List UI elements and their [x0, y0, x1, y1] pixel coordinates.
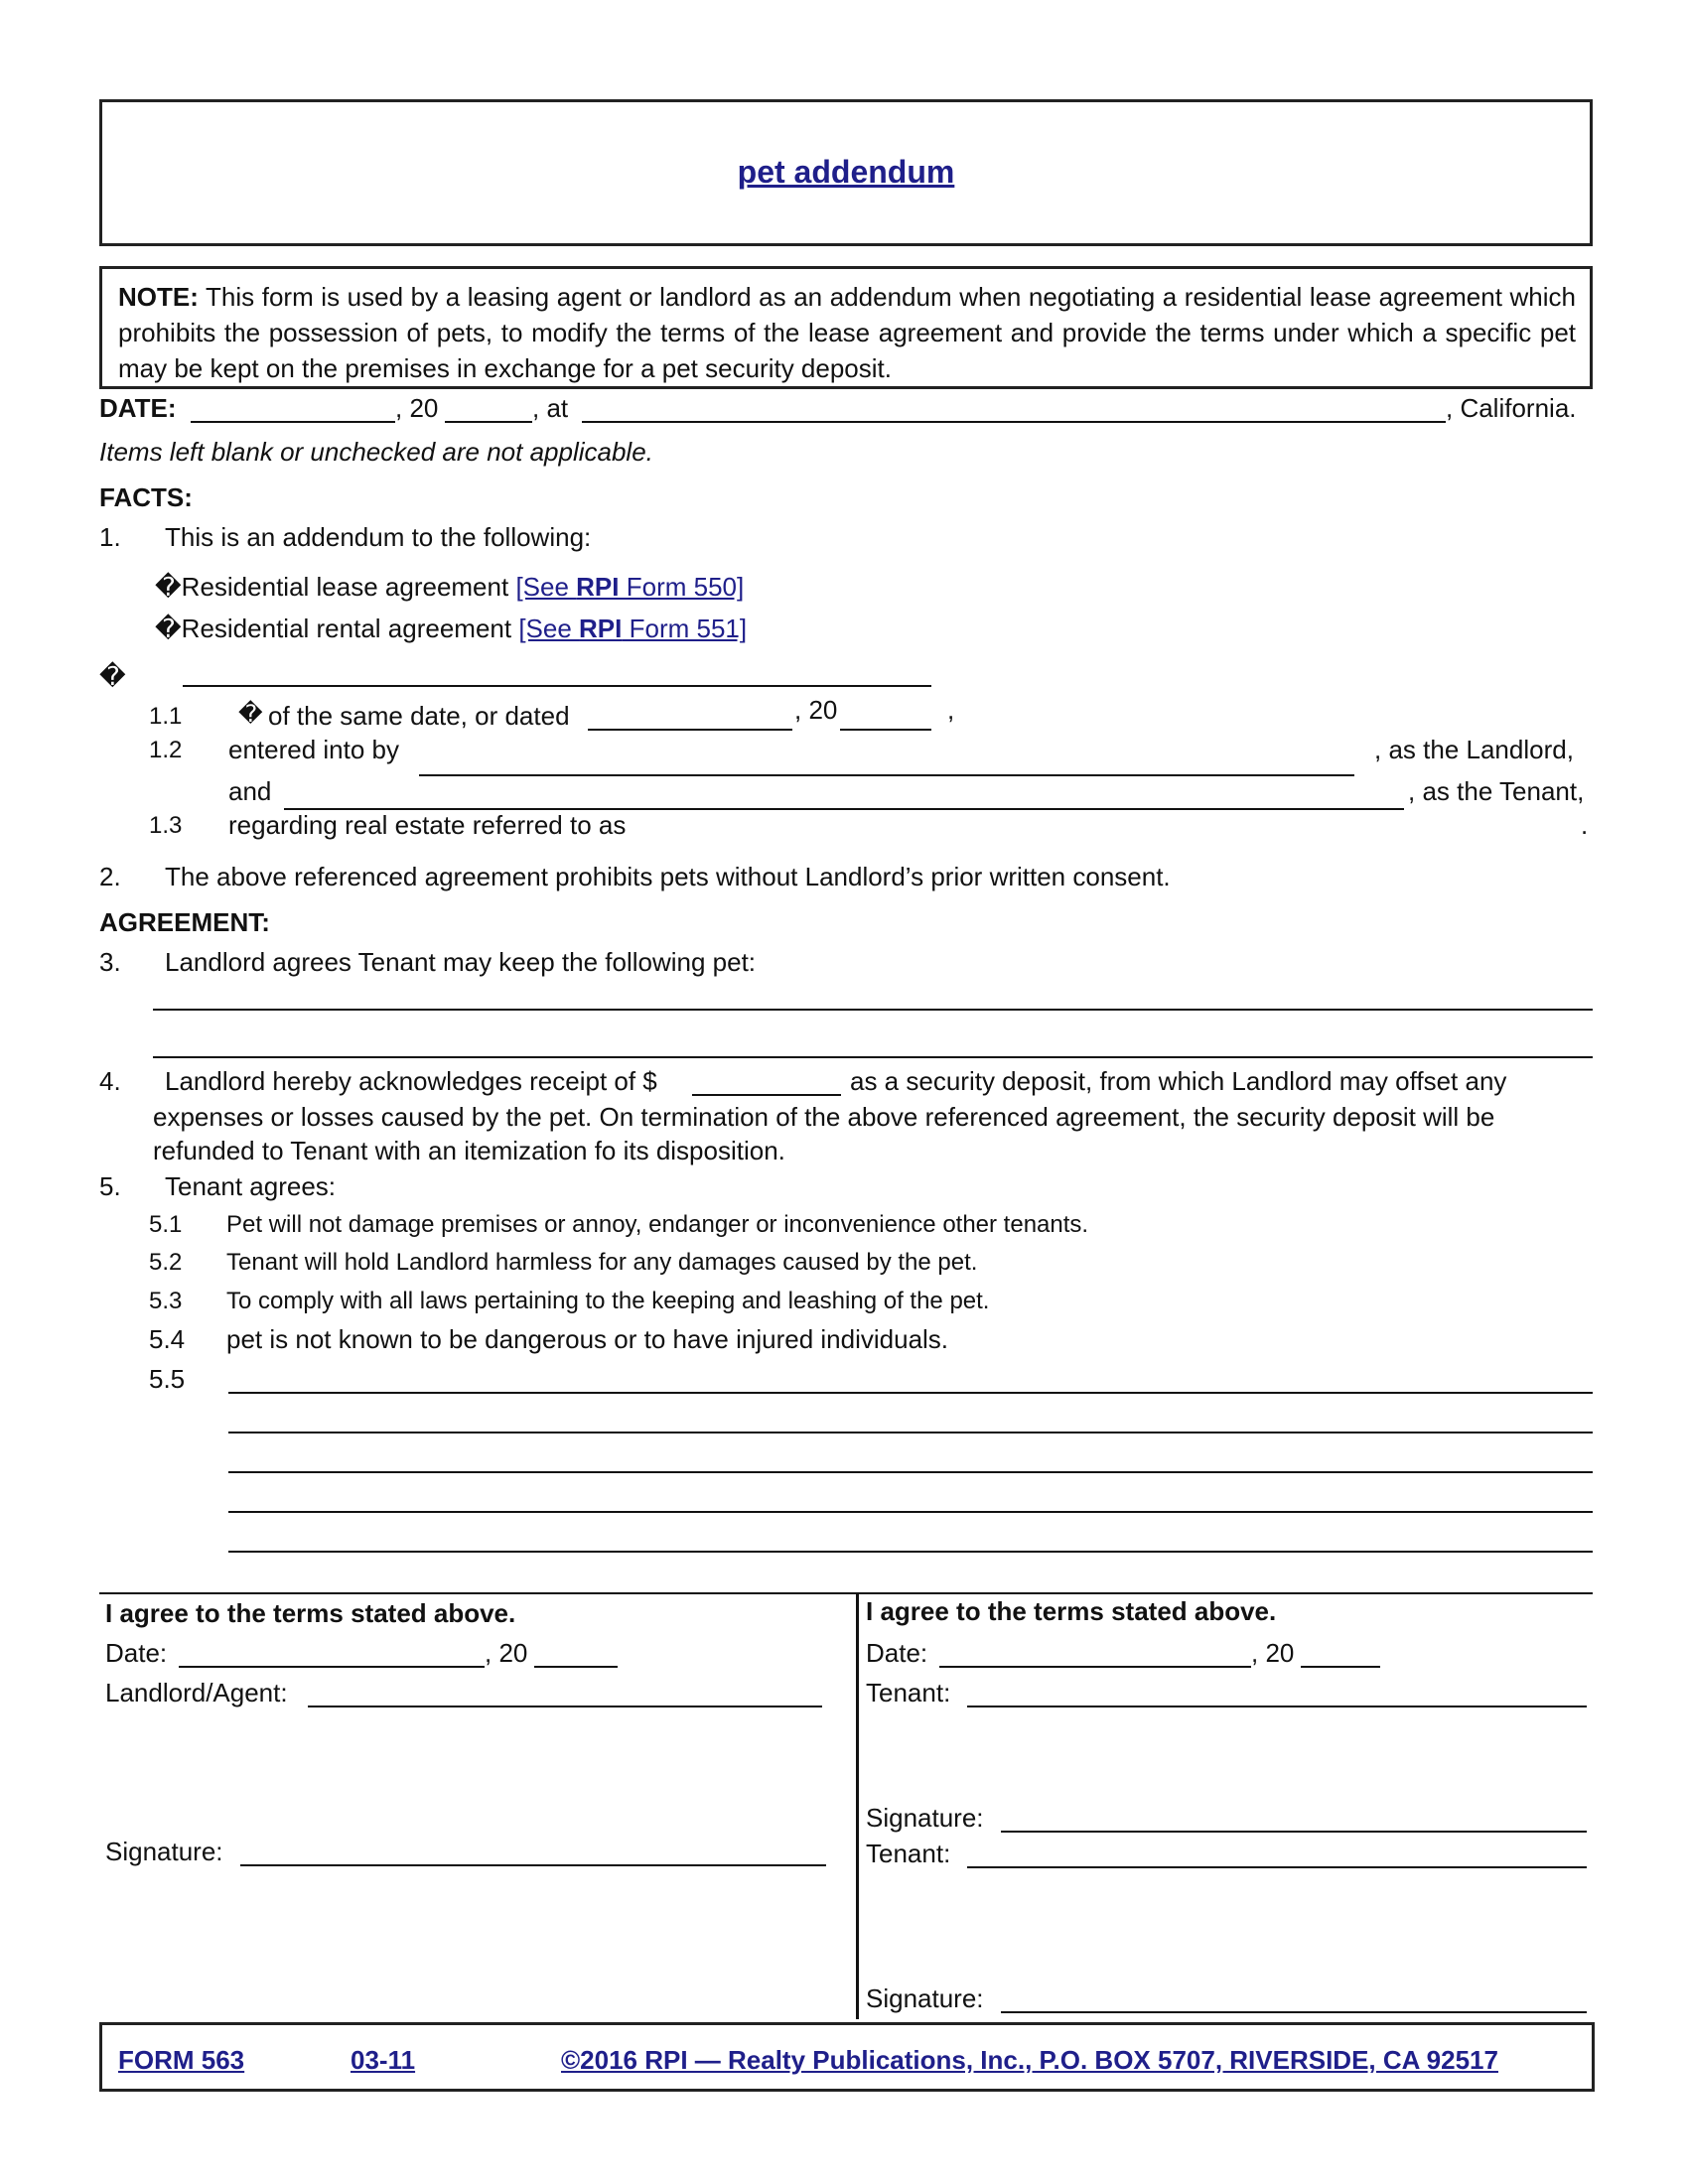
landlord-signature-label: Signature: [105, 1837, 223, 1866]
tenant-1-signature-field[interactable] [1001, 1831, 1587, 1833]
blank-note: Items left blank or unchecked are not applicable. [99, 437, 653, 467]
item-3-text: Landlord agrees Tenant may keep the following pet: [165, 947, 757, 977]
item-4-num: 4. [99, 1066, 121, 1096]
location-field[interactable] [582, 421, 1446, 423]
signature-divider-horizontal [99, 1592, 1593, 1594]
date-label: DATE: [99, 393, 177, 423]
tenant-date-field[interactable] [939, 1666, 1251, 1668]
checkbox-icon[interactable]: � [155, 572, 182, 602]
item-5-text: Tenant agrees: [165, 1171, 337, 1201]
checkbox-icon[interactable]: � [155, 614, 182, 643]
item-5-1-text: Pet will not damage premises or annoy, endanger or inconvenience other tenants. [226, 1211, 1089, 1238]
landlord-agent-label: Landlord/Agent: [105, 1678, 288, 1707]
tenant-2-field[interactable] [967, 1866, 1587, 1868]
dated-year-field[interactable] [840, 729, 931, 731]
item-1-2-text: entered into by [228, 735, 400, 764]
landlord-date-label: Date: [105, 1638, 168, 1668]
landlord-name-field[interactable] [419, 774, 1354, 776]
landlord-date-year: , 20 [485, 1638, 528, 1668]
additional-terms-field[interactable] [228, 1511, 1593, 1513]
item-4-line2: expenses or losses caused by the pet. On termination of the above referenced agreement, the security deposit will be [153, 1102, 1495, 1132]
additional-terms-field[interactable] [228, 1432, 1593, 1433]
tenant-2-signature-field[interactable] [1001, 2011, 1587, 2013]
tenant-1-signature-label: Signature: [866, 1803, 984, 1833]
item-5-2-text: Tenant will hold Landlord harmless for any damages caused by the pet. [226, 1249, 978, 1276]
item-4-line3: refunded to Tenant with an itemization fo its disposition. [153, 1136, 785, 1165]
item-1-2b-text: and [228, 776, 272, 806]
landlord-agree-heading: I agree to the terms stated above. [105, 1598, 516, 1628]
item-4-pre: Landlord hereby acknowledges receipt of $ [165, 1066, 657, 1096]
item-5-num: 5. [99, 1171, 121, 1201]
footer-box [99, 2022, 1595, 2092]
date-year-field[interactable] [445, 421, 532, 423]
facts-heading: FACTS: [99, 482, 193, 512]
landlord-role: , as the Landlord, [1374, 735, 1574, 764]
note-label: NOTE: [118, 282, 199, 312]
date-year-prefix: , 20 [395, 393, 439, 423]
pet-description-field[interactable] [153, 1056, 1593, 1058]
tenant-role: , as the Tenant, [1408, 776, 1585, 806]
option-rental-label: Residential rental agreement [181, 614, 519, 643]
option-rental[interactable] [155, 614, 747, 643]
state-label: , California. [1446, 393, 1577, 423]
tenant-date-label: Date: [866, 1638, 928, 1668]
item-1-3-end: . [1581, 810, 1589, 840]
item-1-3-text: regarding real estate referred to as [228, 810, 627, 840]
other-agreement-field[interactable] [183, 685, 931, 687]
dated-year-prefix: , 20 [794, 695, 838, 725]
landlord-signature-field[interactable] [240, 1864, 826, 1866]
item-5-1-num: 5.1 [149, 1211, 183, 1238]
item-1-num: 1. [99, 522, 121, 552]
tenant-1-field[interactable] [967, 1706, 1587, 1707]
date-field[interactable] [191, 421, 395, 423]
page-title: pet addendum [737, 154, 955, 190]
landlord-year-field[interactable] [534, 1666, 618, 1668]
additional-terms-field[interactable] [228, 1392, 1593, 1394]
landlord-date-field[interactable] [179, 1666, 485, 1668]
form-551-link[interactable]: [See RPI Form 551] [518, 614, 748, 643]
title-box [99, 99, 1593, 246]
item-5-3-num: 5.3 [149, 1288, 183, 1314]
item-1-2-num: 1.2 [149, 737, 183, 763]
tenant-agree-heading: I agree to the terms stated above. [866, 1596, 1277, 1626]
additional-terms-field[interactable] [228, 1551, 1593, 1553]
item-2-num: 2. [99, 862, 121, 891]
item-5-4-text: pet is not known to be dangerous or to have injured individuals. [226, 1324, 949, 1354]
item-1-3-num: 1.3 [149, 812, 183, 839]
landlord-agent-field[interactable] [308, 1706, 822, 1707]
agreement-heading: AGREEMENT: [99, 907, 270, 937]
option-lease[interactable] [155, 572, 744, 602]
item-5-2-num: 5.2 [149, 1249, 183, 1276]
form-revision: 03-11 [351, 2045, 416, 2075]
form-number: FORM 563 [118, 2045, 245, 2075]
signature-divider-vertical [856, 1592, 859, 2019]
item-3-num: 3. [99, 947, 121, 977]
item-1-1-end: , [947, 695, 955, 725]
item-2-text: The above referenced agreement prohibits pets without Landlord’s prior written consent. [165, 862, 1171, 891]
tenant-2-label: Tenant: [866, 1839, 951, 1868]
option-lease-label: Residential lease agreement [181, 572, 516, 602]
item-5-3-text: To comply with all laws pertaining to the keeping and leashing of the pet. [226, 1288, 990, 1314]
item-1-1-text: of the same date, or dated [268, 701, 570, 731]
note-box [99, 266, 1593, 389]
item-4-post: as a security deposit, from which Landlord may offset any [850, 1066, 1507, 1096]
additional-terms-field[interactable] [228, 1471, 1593, 1473]
pet-description-field[interactable] [153, 1009, 1593, 1011]
tenant-2-signature-label: Signature: [866, 1983, 984, 2013]
deposit-amount-field[interactable] [692, 1094, 841, 1096]
copyright-text: ©2016 RPI — Realty Publications, Inc., P.O. BOX 5707, RIVERSIDE, CA 92517 [561, 2045, 1498, 2075]
tenant-date-year: , 20 [1251, 1638, 1295, 1668]
item-1-1-num: 1.1 [149, 703, 183, 730]
dated-field[interactable] [588, 729, 792, 731]
item-5-5-num: 5.5 [149, 1364, 186, 1394]
date-at-label: , at [532, 393, 569, 423]
item-5-4-num: 5.4 [149, 1324, 186, 1354]
item-1-text: This is an addendum to the following: [165, 522, 592, 552]
tenant-year-field[interactable] [1301, 1666, 1380, 1668]
checkbox-icon[interactable]: � [99, 661, 126, 691]
form-550-link[interactable]: [See RPI Form 550] [515, 572, 745, 602]
checkbox-icon[interactable]: � [238, 701, 263, 728]
note-text: This form is used by a leasing agent or landlord as an addendum when negotiating a residential lease agreement which prohibits the possession of pets, to modify the terms of the lease agreement and provide the terms under which a specific pet may be kept on the premises in exchange for a pet security deposit. [118, 282, 1576, 383]
tenant-1-label: Tenant: [866, 1678, 951, 1707]
